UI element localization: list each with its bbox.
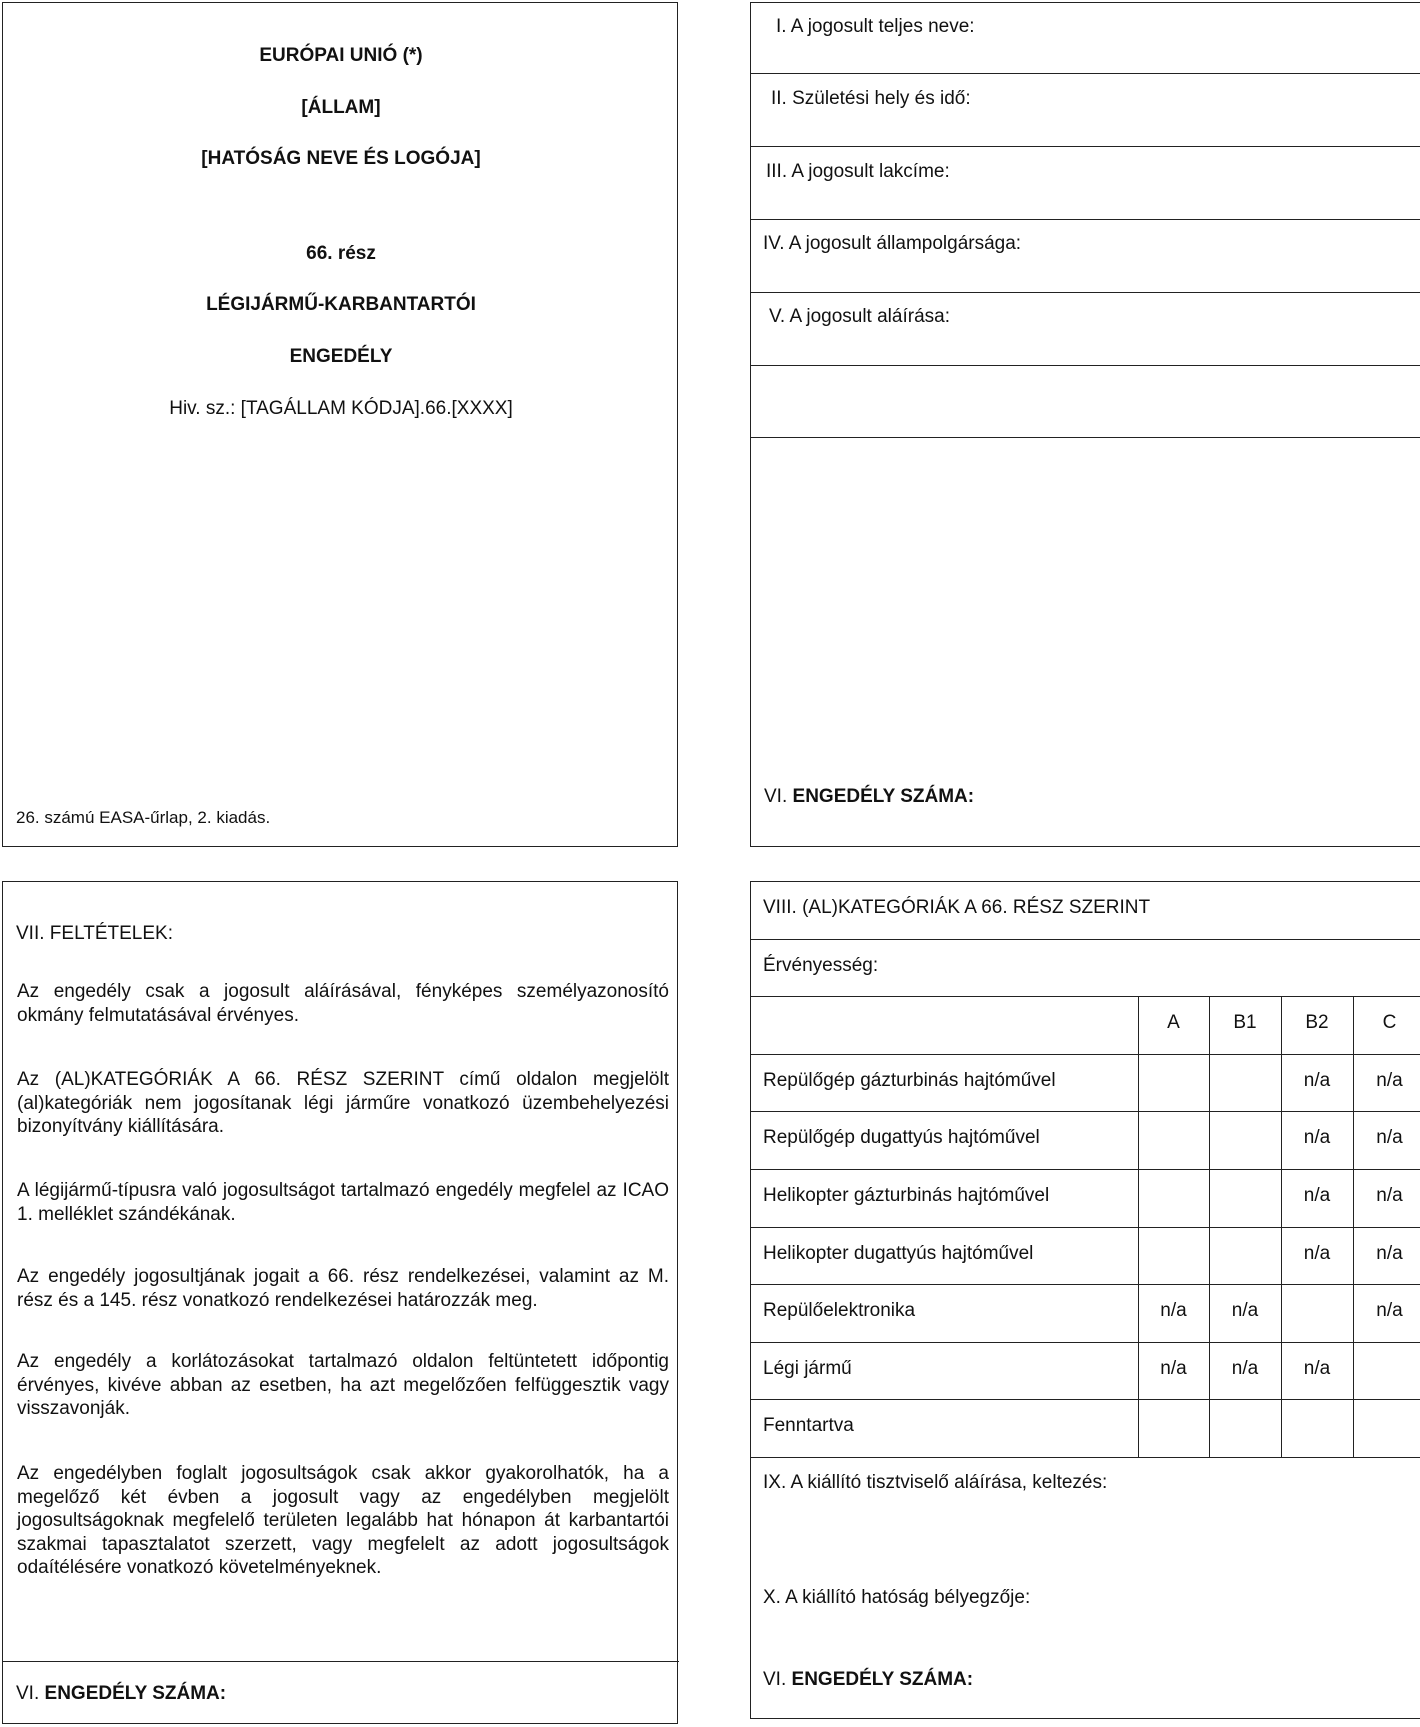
row-label: Légi jármű xyxy=(763,1358,852,1379)
column-header-b1: B1 xyxy=(1233,1012,1257,1033)
divider xyxy=(751,1227,1420,1228)
validity-label: Érvényesség: xyxy=(763,955,879,976)
licence-number-label xyxy=(764,785,974,808)
cell-a: n/a xyxy=(1160,1358,1187,1379)
licence-number-text: ENGEDÉLY SZÁMA: xyxy=(792,786,975,807)
part-label: 66. rész xyxy=(306,243,376,264)
cell-b2: n/a xyxy=(1303,1127,1331,1148)
licence-number-text: ENGEDÉLY SZÁMA: xyxy=(791,1669,974,1690)
category-table xyxy=(751,996,1420,1457)
condition-paragraph: Az engedély jogosultjának jogait a 66. rész rendelkezései, valamint az M. rész és a 145. rész vonatkozó rendelkezései határozzák meg. xyxy=(17,1266,669,1311)
divider xyxy=(751,1111,1420,1112)
licence-number-prefix: VI. xyxy=(763,1669,787,1690)
cell-a: n/a xyxy=(1160,1300,1187,1321)
categories-heading: VIII. (AL)KATEGÓRIÁK A 66. RÉSZ SZERINT xyxy=(763,897,1151,918)
column-header-c: C xyxy=(1382,1012,1397,1033)
table-row xyxy=(751,1284,1420,1342)
divider xyxy=(751,73,1420,74)
issuer-signature-label: IX. A kiállító tisztviselő aláírása, keltezés: xyxy=(763,1472,1108,1493)
categories-panel xyxy=(750,881,1420,1719)
divider xyxy=(751,1054,1420,1055)
licence-number-prefix: VI. xyxy=(764,786,788,807)
column-header-b2: B2 xyxy=(1305,1012,1329,1033)
holder-panel xyxy=(750,2,1420,847)
cell-b1: n/a xyxy=(1231,1358,1259,1379)
divider xyxy=(751,1342,1420,1343)
column-header-a: A xyxy=(1167,1012,1180,1033)
divider xyxy=(751,1457,1420,1458)
cell-c: n/a xyxy=(1376,1070,1403,1091)
divider xyxy=(751,292,1420,293)
cell-b1: n/a xyxy=(1231,1300,1259,1321)
state-heading: [ÁLLAM] xyxy=(301,97,381,118)
cell-c: n/a xyxy=(1376,1243,1403,1264)
divider xyxy=(1281,996,1282,1457)
cell-b2: n/a xyxy=(1303,1243,1331,1264)
conditions-panel xyxy=(2,881,678,1724)
row-label: Repülőgép dugattyús hajtóművel xyxy=(763,1127,1040,1148)
cell-c: n/a xyxy=(1376,1300,1403,1321)
holder-address: III. A jogosult lakcíme: xyxy=(766,161,950,182)
divider xyxy=(1138,996,1139,1457)
condition-paragraph: Az engedély csak a jogosult aláírásával, fényképes személyazonosító okmány felmutatásával érvényes. xyxy=(17,981,669,1026)
divider xyxy=(751,1169,1420,1170)
table-row xyxy=(751,1227,1420,1284)
holder-nationality: IV. A jogosult állampolgársága: xyxy=(763,233,1022,254)
condition-paragraph: Az engedély a korlátozásokat tartalmazó oldalon feltüntetett időpontig érvényes, kivéve abban az esetben, ha azt megelőzően felfüggesztik vagy visszavonják. xyxy=(17,1351,669,1419)
row-label: Fenntartva xyxy=(763,1415,854,1436)
licence-title-2: ENGEDÉLY xyxy=(289,346,393,367)
condition-paragraph: Az (AL)KATEGÓRIÁK A 66. RÉSZ SZERINT című oldalon megjelölt (al)kategóriák nem jogosítanak légi járműre vonatkozó üzembehelyezési bizonyítvány kiállítására. xyxy=(17,1069,669,1137)
table-row xyxy=(751,1169,1420,1227)
divider xyxy=(751,146,1420,147)
reference-number: Hiv. sz.: [TAGÁLLAM KÓDJA].66.[XXXX] xyxy=(169,398,513,419)
holder-birth: II. Születési hely és idő: xyxy=(771,88,971,109)
cell-b2: n/a xyxy=(1303,1070,1331,1091)
divider xyxy=(751,437,1420,438)
divider xyxy=(751,939,1420,940)
holder-signature: V. A jogosult aláírása: xyxy=(769,306,950,327)
front-cover-panel xyxy=(2,2,678,847)
row-label: Repülőgép gázturbinás hajtóművel xyxy=(763,1070,1056,1091)
table-row xyxy=(751,1111,1420,1169)
licence-number-label xyxy=(763,1668,973,1691)
licence-title-1: LÉGIJÁRMŰ-KARBANTARTÓI xyxy=(206,294,476,315)
row-label: Helikopter gázturbinás hajtóművel xyxy=(763,1185,1050,1206)
row-label: Helikopter dugattyús hajtóművel xyxy=(763,1243,1034,1264)
divider xyxy=(1209,996,1210,1457)
licence-number-label xyxy=(16,1682,226,1705)
licence-number-text: ENGEDÉLY SZÁMA: xyxy=(44,1683,227,1704)
cell-c: n/a xyxy=(1376,1185,1403,1206)
divider xyxy=(751,219,1420,220)
conditions-heading: VII. FELTÉTELEK: xyxy=(16,923,173,944)
licence-number-prefix: VI. xyxy=(16,1683,40,1704)
divider xyxy=(751,365,1420,366)
divider xyxy=(1353,996,1354,1457)
row-label: Repülőelektronika xyxy=(763,1300,916,1321)
eu-heading: EURÓPAI UNIÓ (*) xyxy=(259,45,423,66)
authority-heading: [HATÓSÁG NEVE ÉS LOGÓJA] xyxy=(201,148,481,169)
issuer-stamp-label: X. A kiállító hatóság bélyegzője: xyxy=(763,1587,1031,1608)
divider xyxy=(751,1399,1420,1400)
divider xyxy=(751,1284,1420,1285)
holder-full-name: I. A jogosult teljes neve: xyxy=(776,16,975,37)
table-row xyxy=(751,1342,1420,1399)
cell-b2: n/a xyxy=(1303,1358,1331,1379)
table-row xyxy=(751,1399,1420,1457)
condition-paragraph: Az engedélyben foglalt jogosultságok csak akkor gyakorolhatók, ha a megelőző két évben a jogosult vagy az engedélyben megjelölt jogosultságoknak megfelelő területen legalább hat hónapon át karbantartói szakmai tapasztalatot szerzett, vagy megfelelt az adott jogosultságok odaítélésére vonatkozó követelményeknek. xyxy=(17,1463,669,1578)
cell-c: n/a xyxy=(1376,1127,1403,1148)
cell-b2: n/a xyxy=(1303,1185,1331,1206)
divider xyxy=(3,1661,679,1662)
form-edition: 26. számú EASA-űrlap, 2. kiadás. xyxy=(16,808,271,827)
table-row xyxy=(751,1054,1420,1111)
condition-paragraph: A légijármű-típusra való jogosultságot tartalmazó engedély megfelel az ICAO 1. melléklet szándékának. xyxy=(17,1180,669,1225)
